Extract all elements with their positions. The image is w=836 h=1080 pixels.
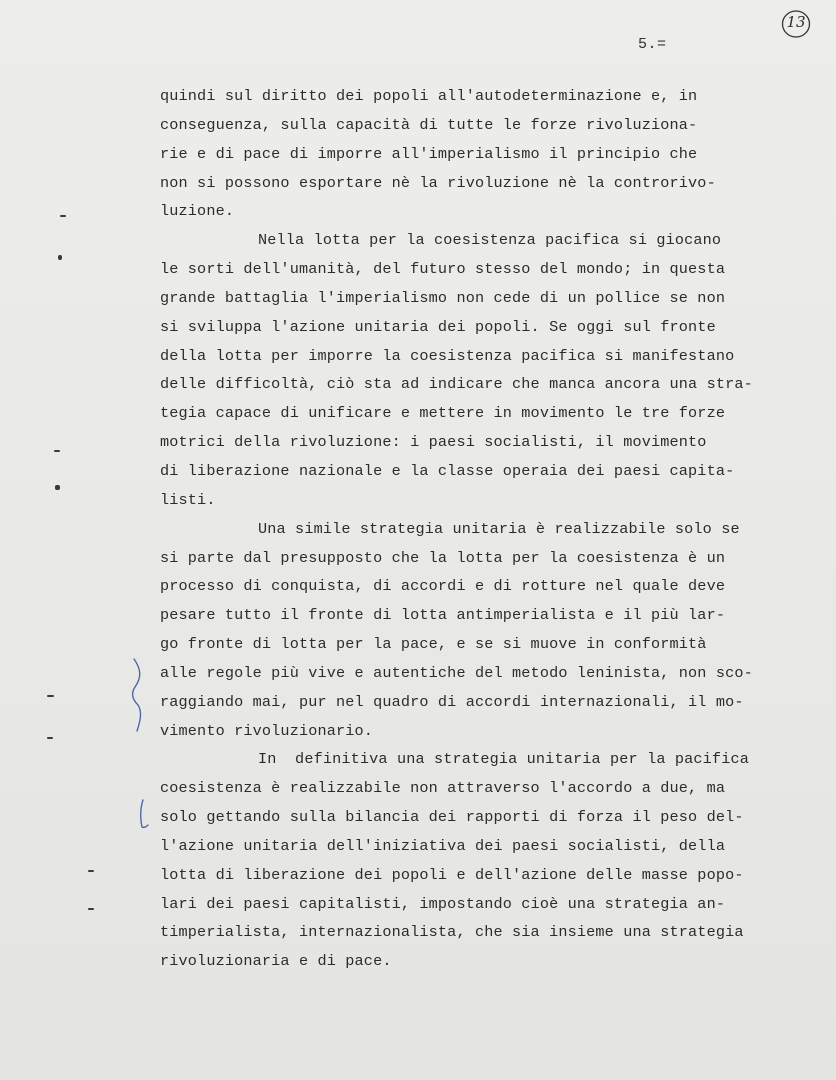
text-line: rivoluzionaria e di pace. [160, 952, 392, 971]
circled-number-text: 13 [786, 13, 806, 31]
margin-mark [47, 737, 53, 739]
typed-text-body [160, 82, 800, 976]
text-line: le sorti dell'umanità, del futuro stesso del mondo; in questa [160, 260, 726, 279]
text-line: lotta di liberazione dei popoli e dell'azione delle masse popo- [160, 865, 744, 884]
paragraph-start-line: Nella lotta per la coesistenza pacifica si giocano [258, 231, 722, 250]
margin-mark [88, 870, 94, 872]
text-line: vimento rivoluzionario. [160, 721, 374, 740]
paragraph-start-line: In definitiva una strategia unitaria per la pacifica [258, 750, 749, 769]
margin-mark [88, 908, 94, 910]
text-line: pesare tutto il fronte di lotta antimperialista e il più lar- [160, 606, 726, 625]
text-line: processo di conquista, di accordi e di rotture nel quale deve [160, 577, 726, 596]
text-line: luzione. [160, 202, 235, 221]
text-line: delle difficoltà, ciò sta ad indicare che manca ancora una stra- [160, 375, 753, 394]
text-line: l'azione unitaria dell'iniziativa dei paesi socialisti, della [160, 836, 726, 855]
text-line: listi. [160, 490, 216, 509]
text-line: si parte dal presupposto che la lotta per la coesistenza è un [160, 548, 726, 567]
text-line: quindi sul diritto dei popoli all'autodeterminazione e, in [160, 87, 698, 105]
text-line: conseguenza, sulla capacità di tutte le forze rivoluziona- [160, 115, 698, 134]
handwritten-margin-stroke [134, 797, 152, 833]
circled-page-number [780, 8, 812, 40]
text-line: della lotta per imporre la coesistenza pacifica si manifestano [160, 346, 735, 365]
text-line: lari dei paesi capitalisti, impostando cioè una strategia an- [160, 894, 726, 913]
text-line: raggiando mai, pur nel quadro di accordi internazionali, il mo- [160, 692, 744, 711]
text-line: motrici della rivoluzione: i paesi socialisti, il movimento [160, 433, 707, 452]
text-line: go fronte di lotta per la pace, e se si muove in conformità [160, 635, 707, 654]
page-number: 5.= [638, 36, 667, 53]
text-line: solo gettando sulla bilancia dei rapporti di forza il peso del- [160, 808, 744, 827]
text-line: alle regole più vive e autentiche del metodo leninista, non sco- [160, 663, 753, 682]
paragraph-start-line: Una simile strategia unitaria è realizzabile solo se [258, 519, 740, 538]
text-line: si sviluppa l'azione unitaria dei popoli. Se oggi sul fronte [160, 317, 716, 336]
text-line: rie e di pace di imporre all'imperialismo il principio che [160, 144, 698, 163]
text-line: timperialista, internazionalista, che sia insieme una strategia [160, 923, 744, 942]
text-line: coesistenza è realizzabile non attraverso l'accordo a due, ma [160, 779, 726, 798]
margin-mark [60, 215, 66, 217]
margin-mark [47, 695, 54, 697]
margin-mark [58, 255, 62, 260]
margin-mark [54, 450, 60, 452]
margin-mark [55, 485, 60, 490]
text-line: di liberazione nazionale e la classe operaia dei paesi capita- [160, 461, 735, 480]
text-line: grande battaglia l'imperialismo non cede di un pollice se non [160, 288, 726, 307]
text-line: tegia capace di unificare e mettere in movimento le tre forze [160, 404, 726, 423]
handwritten-bracket-mark [128, 655, 150, 735]
text-line: non si possono esportare nè la rivoluzione nè la controrivo- [160, 173, 716, 192]
